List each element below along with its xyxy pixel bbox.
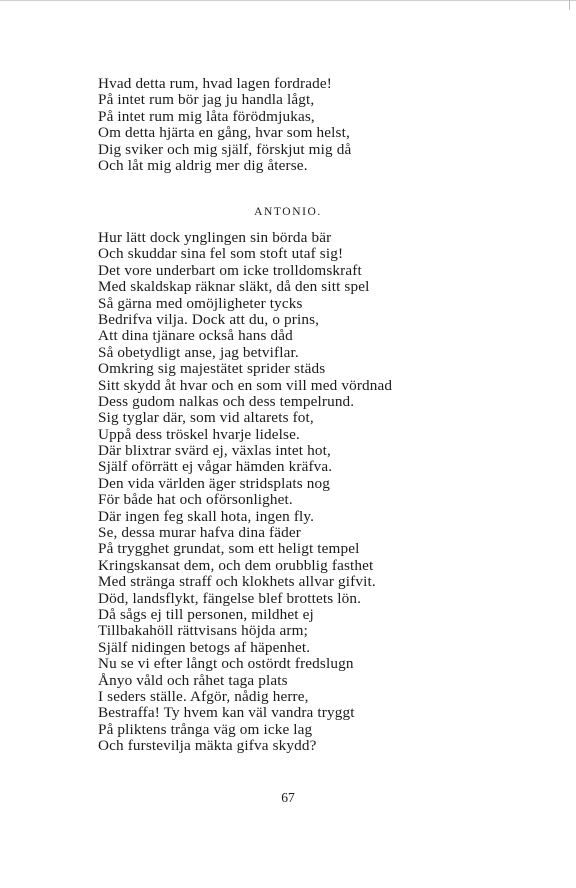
antonio-speech	[98, 230, 392, 755]
page-top-edge	[0, 0, 576, 1]
verse-line: Sitt skydd åt hvar och en som vill med vördnad	[98, 376, 393, 394]
verse-line: Tillbakahöll rättvisans höjda arm;	[98, 622, 308, 640]
opening-stanza	[98, 76, 351, 174]
verse-line: Om detta hjärta en gång, hvar som helst,	[98, 124, 350, 142]
verse-line: Att dina tjänare också hans dåd	[98, 327, 293, 345]
verse-line: Dig sviker och mig själf, förskjut mig då	[98, 140, 352, 158]
verse-line: Nu se vi efter långt och ostördt fredslugn	[98, 655, 354, 673]
verse-line: Dess gudom nalkas och dess tempelrund.	[98, 392, 355, 410]
verse-line: Uppå dess tröskel hvarje lidelse.	[98, 425, 300, 443]
verse-line: På pliktens trånga väg om icke lag	[98, 720, 313, 738]
speaker-name: ANTONIO.	[254, 206, 322, 218]
verse-line: Med skaldskap räknar släkt, då den sitt spel	[98, 278, 370, 296]
verse-line: Där blixtrar svärd ej, växlas intet hot,	[98, 442, 331, 460]
verse-line: Så obetydligt anse, jag betviflar.	[98, 343, 299, 361]
verse-line: Och låt mig aldrig mer dig återse.	[98, 156, 308, 174]
verse-line: Själf oförrätt ej vågar hämden kräfva.	[98, 458, 333, 476]
verse-line: På intet rum mig låta förödmjukas,	[98, 107, 315, 125]
verse-line: För både hat och oförsonlighet.	[98, 491, 293, 509]
verse-line: Kringskansat dem, och dem orubblig fasthet	[98, 556, 374, 574]
verse-line: Och furstevilja mäkta gifva skydd?	[98, 737, 317, 755]
verse-line: På trygghet grundat, som ett heligt tempel	[98, 540, 360, 558]
verse-line: Död, landsflykt, fängelse blef brottets lön.	[98, 589, 362, 607]
page-right-edge-mark	[569, 0, 570, 10]
verse-line: I seders ställe. Afgör, nådig herre,	[98, 687, 309, 705]
verse-line: Själf nidingen betogs af häpenhet.	[98, 638, 311, 656]
verse-line: Ånyo våld och råhet taga plats	[98, 671, 288, 689]
verse-line: Den vida världen äger stridsplats nog	[98, 474, 331, 492]
verse-line: Med stränga straff och klokhets allvar gifvit.	[98, 573, 376, 591]
verse-line: Hvad detta rum, hvad lagen fordrade!	[98, 75, 332, 92]
verse-line: Hur lätt dock ynglingen sin börda bär	[98, 229, 332, 246]
verse-line: Se, dessa murar hafva dina fäder	[98, 524, 301, 542]
verse-line: Då sågs ej till personen, mildhet ej	[98, 605, 314, 623]
verse-line: Bestraffa! Ty hvem kan väl vandra tryggt	[98, 704, 355, 722]
verse-line: Sig tyglar där, som vid altarets fot,	[98, 409, 314, 427]
verse-line: Omkring sig majestätet sprider städs	[98, 360, 326, 378]
page-number: 67	[281, 790, 295, 805]
verse-line: På intet rum bör jag ju handla lågt,	[98, 91, 315, 109]
verse-line: Där ingen feg skall hota, ingen fly.	[98, 507, 315, 525]
verse-line: Bedrifva vilja. Dock att du, o prins,	[98, 310, 320, 328]
verse-line: Så gärna med omöjligheter tycks	[98, 294, 303, 312]
verse-line: Och skuddar sina fel som stoft utaf sig!	[98, 245, 344, 263]
verse-line: Det vore underbart om icke trolldomskraft	[98, 261, 362, 279]
